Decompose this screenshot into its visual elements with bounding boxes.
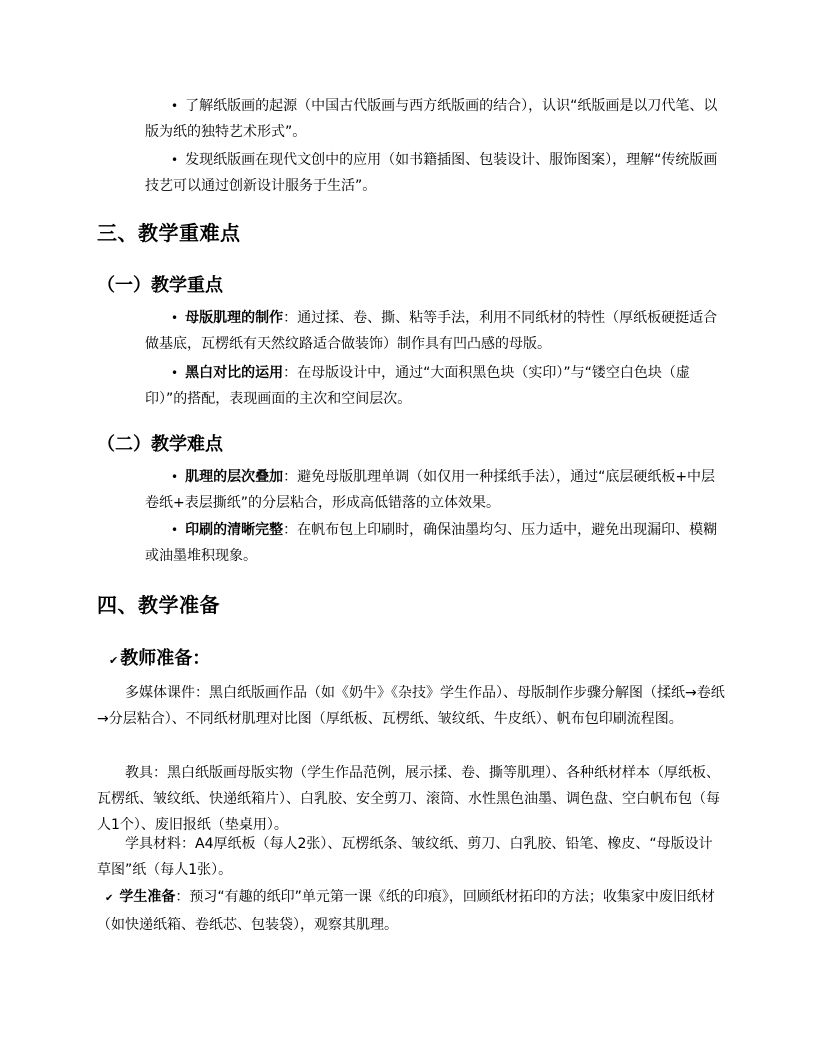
list-item: [145, 305, 725, 357]
bullet-icon: •: [171, 366, 179, 380]
student-prep-term: 学生准备: [119, 889, 176, 905]
list-item: [145, 93, 725, 145]
list-item-term: 母版肌理的制作: [185, 310, 284, 326]
student-prep-paragraph: [97, 884, 725, 938]
teacher-prep-title: 教师准备：: [120, 648, 211, 669]
paragraph: 多媒体课件：黑白纸版画作品（如《奶牛》《杂技》学生作品）、母版制作步骤分解图（揉纸→卷纸→分层粘合）、不同纸材肌理对比图（厚纸板、瓦楞纸、皱纹纸、牛皮纸）、帆布包印刷流程图。: [97, 685, 725, 727]
bullet-icon: •: [171, 470, 179, 484]
list-item-text: 通过揉、卷、撕、粘等手法，利用不同纸材的特性（厚纸板硬挺适合做基底，瓦楞纸有天然纹路适合做装饰）制作具有凹凸感的母版。: [145, 310, 718, 352]
paragraph: 教具：黑白纸版画母版实物（学生作品范例，展示揉、卷、撕等肌理）、各种纸材样本（厚纸板、瓦楞纸、皱纹纸、快递纸箱片）、白乳胶、安全剪刀、滚筒、水性黑色油墨、调色盘、空白帆布包（每人1个）、废旧报纸（垫桌用）。: [97, 765, 720, 833]
student-prep-colon: ：: [175, 889, 190, 905]
teacher-prep-heading: [109, 644, 210, 670]
bullet-icon: •: [171, 99, 179, 113]
bullet-icon: •: [171, 311, 179, 325]
list-item: [145, 147, 725, 199]
check-icon: ✔: [105, 893, 114, 904]
list-item-colon: ：: [283, 522, 298, 538]
list-item-text: 在帆布包上印刷时，确保油墨均匀、压力适中，避免出现漏印、模糊或油墨堆积现象。: [145, 522, 718, 564]
bullet-icon: •: [171, 153, 179, 167]
section-heading: 四、教学准备: [97, 593, 220, 617]
list-item-text: 避免母版肌理单调（如仅用一种揉纸手法），通过“底层硬纸板+中层卷纸+表层撕纸”的分层粘合，形成高低错落的立体效果。: [145, 469, 716, 511]
list-item-text: 发现纸版画在现代文创中的应用（如书籍插图、包装设计、服饰图案），理解“传统版画技艺可以通过创新设计服务于生活”。: [145, 152, 718, 194]
list-item: [145, 360, 725, 412]
list-item-term: 肌理的层次叠加: [185, 469, 284, 485]
subsection-heading: （二）教学难点: [97, 434, 223, 455]
list-item-text: 在母版设计中，通过“大面积黑色块（实印）”与“镂空白色块（虚印）”的搭配，表现画面的主次和空间层次。: [145, 365, 690, 407]
paragraph: 学具材料：A4厚纸板（每人2张）、瓦楞纸条、皱纹纸、剪刀、白乳胶、铅笔、橡皮、“母版设计草图”纸（每人1张）。: [97, 836, 713, 878]
list-item-colon: ：: [283, 469, 298, 485]
list-item-term: 黑白对比的运用: [185, 365, 284, 381]
list-item-text: 了解纸版画的起源（中国古代版画与西方纸版画的结合），认识“纸版画是以刀代笔、以版为纸的独特艺术形式”。: [145, 98, 718, 140]
section-heading: 三、教学重难点: [97, 221, 241, 245]
list-item: [145, 517, 725, 569]
list-item-colon: ：: [283, 365, 298, 381]
student-prep-text: 预习“有趣的纸印”单元第一课《纸的印痕》，回顾纸材拓印的方法；收集家中废旧纸材（如快递纸箱、卷纸芯、包装袋），观察其肌理。: [97, 889, 715, 933]
bullet-icon: •: [171, 523, 179, 537]
check-icon: ✔: [109, 654, 119, 667]
list-item: [145, 464, 725, 516]
list-item-term: 印刷的清晰完整: [185, 522, 284, 538]
list-item-colon: ：: [283, 310, 298, 326]
subsection-heading: （一）教学重点: [97, 275, 223, 296]
